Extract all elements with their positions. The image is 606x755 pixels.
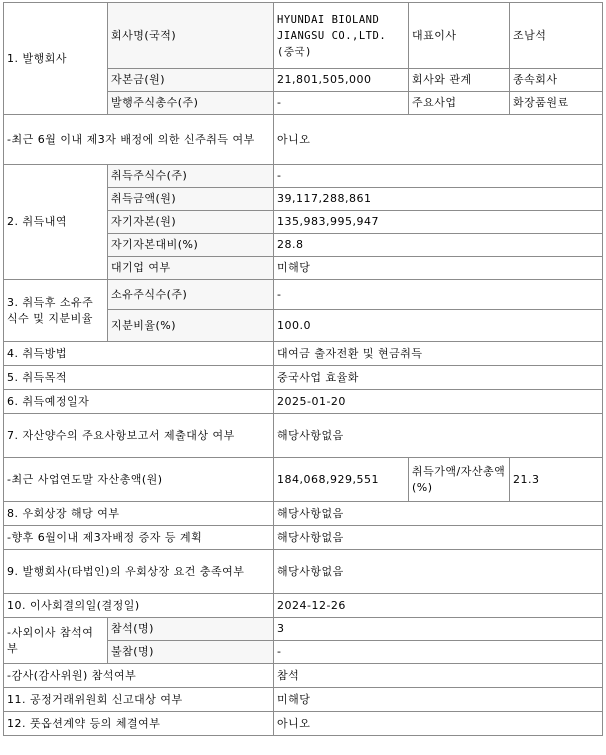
purpose-value: 중국사업 효율화 [274,366,603,390]
absent-value: - [274,641,603,664]
scheduled-date-value: 2025-01-20 [274,390,603,414]
ceo-label: 대표이사 [409,3,510,69]
acquired-amount-label: 취득금액(원) [108,188,274,211]
auditor-value: 참석 [274,664,603,688]
capital-label: 자본금(원) [108,69,274,92]
present-label: 참석(명) [108,618,274,641]
owned-shares-label: 소유주식수(주) [108,280,274,310]
issuer-label: 1. 발행회사 [4,3,108,115]
business-label: 주요사업 [409,92,510,115]
board-date-label: 10. 이사회결의일(결정일) [4,594,274,618]
purpose-label: 5. 취득목적 [4,366,274,390]
asset-ratio-value: 21.3 [510,458,603,502]
outside-directors-label: -사외이사 참석여부 [4,618,108,664]
auditor-label: -감사(감사위원) 참석여부 [4,664,274,688]
backdoor-value: 해당사항없음 [274,502,603,526]
method-label: 4. 취득방법 [4,342,274,366]
capital-increase-value: 해당사항없음 [274,526,603,550]
stake-ratio-value: 100.0 [274,310,603,342]
after-acquisition-label: 3. 취득후 소유주식수 및 지분비율 [4,280,108,342]
equity-label: 자기자본(원) [108,211,274,234]
relation-value: 종속회사 [510,69,603,92]
recent-acquisition-label: -최근 6월 이내 제3자 배정에 의한 신주취득 여부 [4,115,274,165]
ftc-value: 미해당 [274,688,603,712]
acquired-amount-value: 39,117,288,861 [274,188,603,211]
equity-value: 135,983,995,947 [274,211,603,234]
issued-shares-value: - [274,92,409,115]
report-label: 7. 자산양수의 주요사항보고서 제출대상 여부 [4,414,274,458]
ceo-value: 조남석 [510,3,603,69]
equity-ratio-label: 자기자본대비(%) [108,234,274,257]
board-date-value: 2024-12-26 [274,594,603,618]
putoption-value: 아니오 [274,712,603,736]
report-value: 해당사항없음 [274,414,603,458]
acquired-shares-value: - [274,165,603,188]
disclosure-table [3,2,603,736]
absent-label: 불참(명) [108,641,274,664]
acquired-shares-label: 취득주식수(주) [108,165,274,188]
large-company-value: 미해당 [274,257,603,280]
total-assets-label: -최근 사업연도말 자산총액(원) [4,458,274,502]
equity-ratio-value: 28.8 [274,234,603,257]
capital-value: 21,801,505,000 [274,69,409,92]
owned-shares-value: - [274,280,603,310]
relation-label: 회사와 관계 [409,69,510,92]
scheduled-date-label: 6. 취득예정일자 [4,390,274,414]
backdoor-label: 8. 우회상장 해당 여부 [4,502,274,526]
method-value: 대여금 출자전환 및 현금취득 [274,342,603,366]
company-name-label: 회사명(국적) [108,3,274,69]
backdoor-requirement-label: 9. 발행회사(타법인)의 우회상장 요건 충족여부 [4,550,274,594]
large-company-label: 대기업 여부 [108,257,274,280]
business-value: 화장품원료 [510,92,603,115]
company-name-value [274,3,409,69]
stake-ratio-label: 지분비율(%) [108,310,274,342]
company-name-line3: (중국) [277,45,312,58]
putoption-label: 12. 풋옵션계약 등의 체결여부 [4,712,274,736]
asset-ratio-label: 취득가액/자산총액(%) [409,458,510,502]
company-name-line2: JIANGSU CO.,LTD. [277,29,387,42]
ftc-label: 11. 공정거래위원회 신고대상 여부 [4,688,274,712]
recent-acquisition-value: 아니오 [274,115,603,165]
backdoor-requirement-value: 해당사항없음 [274,550,603,594]
capital-increase-label: -향후 6월이내 제3자배정 증자 등 계획 [4,526,274,550]
acquisition-label: 2. 취득내역 [4,165,108,280]
issued-shares-label: 발행주식총수(주) [108,92,274,115]
company-name-line1: HYUNDAI BIOLAND [277,13,380,26]
present-value: 3 [274,618,603,641]
total-assets-value: 184,068,929,551 [274,458,409,502]
